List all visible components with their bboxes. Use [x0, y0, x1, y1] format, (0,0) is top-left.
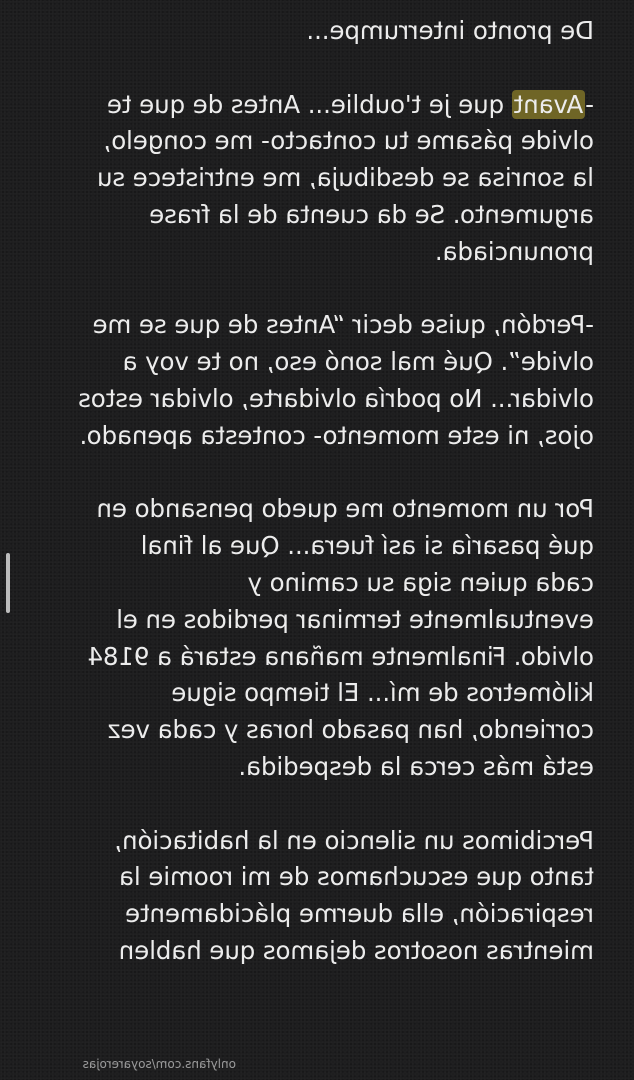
paragraph-2 [32, 87, 594, 271]
paragraph-4: Por un momento me quedo pensando en qué pasaría si así fuera... Que al final cada quien siga su camino y eventualmente terminar perdidos en el olvido. Finalmente mañana estará a 9184 kilómetros de mí... El tiempo sigue corriendo, han pasado horas y cada vez está más cerca la despedida. [87, 494, 594, 781]
paragraph-2-rest: que je t'oublie... Antes de que te olvide pásame tu contacto- me congelo, la sonrisa se desdibuja, me entristece su argumento. Se da cuenta de la frase pronunciada. [97, 89, 594, 266]
book-text [32, 13, 594, 1007]
paragraph-5: Percibimos un silencio en la habitación, tanto que escuchamos de mi roomie la respiración, ella duerme plácidamente mientras nosotros dejamos que hablen [114, 825, 594, 965]
highlighted-word[interactable]: Avant [513, 89, 584, 119]
dash: - [585, 89, 594, 119]
scrollbar[interactable] [6, 553, 10, 613]
paragraph-1: De pronto interrumpe... [306, 16, 594, 45]
paragraph-3: -Perdón, quise decir “Antes de que se me olvide”. Qué mal sonó eso, no te voy a olvidar... No podría olvidarte, olvidar estos ojos, ni este momento- contesta apenado. [78, 310, 594, 450]
watermark: onlyfans.com/soyarerojas [82, 1057, 236, 1071]
